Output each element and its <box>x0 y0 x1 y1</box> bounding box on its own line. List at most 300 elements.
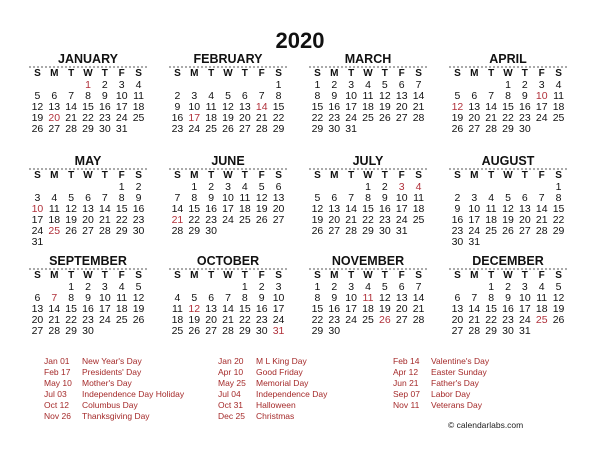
day-cell: 7 <box>258 90 265 102</box>
day-cell: 18 <box>205 112 217 124</box>
day-cell: 8 <box>314 90 321 102</box>
day-cell: 21 <box>222 314 234 326</box>
day-cell: 17 <box>188 112 201 124</box>
day-cell: 18 <box>132 101 145 113</box>
day-cell: 30 <box>132 225 145 237</box>
day-cell: 13 <box>239 101 251 113</box>
day-cell: 30 <box>99 123 111 135</box>
holiday-date: Oct 31 <box>218 400 244 410</box>
day-cell: 26 <box>188 325 201 337</box>
day-cell: 1 <box>275 79 282 91</box>
weekday-label: S <box>174 68 181 79</box>
day-cell: 30 <box>328 123 341 135</box>
day-cell: 4 <box>365 281 371 293</box>
holiday-name: Father's Day <box>431 378 479 388</box>
day-cell: 1 <box>118 181 125 193</box>
day-cell: 6 <box>85 192 91 204</box>
day-cell: 9 <box>101 90 108 102</box>
holiday-date: Dec 25 <box>218 411 245 421</box>
day-cell: 21 <box>412 303 425 315</box>
day-cell: 20 <box>48 112 61 124</box>
day-cell: 3 <box>521 281 528 293</box>
day-cell: 14 <box>412 292 425 304</box>
weekday-label: S <box>415 170 422 181</box>
day-cell: 29 <box>552 225 565 237</box>
day-grid <box>169 68 287 135</box>
day-cell: 10 <box>535 90 548 102</box>
day-cell: 9 <box>381 192 388 204</box>
day-cell: 19 <box>552 303 565 315</box>
holiday-name: Labor Day <box>431 389 471 399</box>
day-cell: 23 <box>328 112 341 124</box>
day-cell: 27 <box>31 325 44 337</box>
weekday-label: W <box>223 270 233 281</box>
day-cell: 10 <box>188 101 201 113</box>
day-cell: 10 <box>272 292 285 304</box>
day-cell: 26 <box>31 123 44 135</box>
day-cell: 19 <box>222 112 234 124</box>
day-cell: 14 <box>412 90 425 102</box>
day-cell: 20 <box>395 303 408 315</box>
holiday-name: Memorial Day <box>256 378 309 388</box>
day-cell: 31 <box>272 325 285 337</box>
day-cell: 15 <box>485 303 497 315</box>
weekday-label: S <box>415 270 422 281</box>
day-cell: 24 <box>468 225 481 237</box>
holiday-item <box>44 356 184 367</box>
holiday-name: Independence Day Holiday <box>82 389 185 399</box>
day-cell: 7 <box>488 90 495 102</box>
day-cell: 19 <box>451 112 464 124</box>
weekday-label: S <box>454 270 461 281</box>
day-cell: 15 <box>311 303 324 315</box>
day-cell: 10 <box>395 192 408 204</box>
day-cell: 6 <box>275 181 282 193</box>
day-cell: 8 <box>365 192 371 204</box>
weekday-label: T <box>521 170 528 181</box>
day-cell: 19 <box>65 214 77 226</box>
day-cell: 16 <box>82 303 94 315</box>
day-cell: 25 <box>552 112 565 124</box>
day-cell: 12 <box>65 203 77 215</box>
day-cell: 23 <box>132 214 145 226</box>
day-cell: 25 <box>132 112 145 124</box>
day-cell: 6 <box>454 292 461 304</box>
day-cell: 15 <box>239 303 251 315</box>
holiday-column <box>393 356 489 411</box>
day-cell: 9 <box>331 292 338 304</box>
day-cell: 12 <box>188 303 201 315</box>
weekday-label: F <box>258 270 265 281</box>
day-cell: 5 <box>505 192 511 204</box>
day-cell: 18 <box>362 101 374 113</box>
day-cell: 13 <box>205 303 217 315</box>
day-cell: 27 <box>239 123 251 135</box>
weekday-label: S <box>34 170 41 181</box>
day-cell: 8 <box>118 192 125 204</box>
day-cell: 13 <box>31 303 44 315</box>
holiday-date: Jul 03 <box>44 389 67 399</box>
day-cell: 23 <box>205 214 217 226</box>
day-cell: 18 <box>115 303 128 315</box>
day-cell: 7 <box>101 192 108 204</box>
weekday-label: S <box>135 68 142 79</box>
holiday-item <box>44 378 184 389</box>
holiday-date: Sep 07 <box>393 389 420 399</box>
day-cell: 23 <box>99 112 111 124</box>
holiday-item <box>393 400 489 411</box>
month-title: JUNE <box>169 154 287 170</box>
day-cell: 12 <box>132 292 145 304</box>
day-cell: 11 <box>171 303 183 315</box>
day-cell: 22 <box>239 314 251 326</box>
weekday-label: S <box>454 68 461 79</box>
day-cell: 22 <box>552 214 565 226</box>
day-cell: 5 <box>225 90 231 102</box>
day-cell: 8 <box>68 292 75 304</box>
day-cell: 26 <box>65 225 77 237</box>
weekday-label: T <box>208 270 215 281</box>
day-cell: 8 <box>85 90 91 102</box>
weekday-label: F <box>398 270 405 281</box>
day-cell: 26 <box>451 123 464 135</box>
day-cell: 2 <box>135 181 142 193</box>
day-cell: 2 <box>381 181 388 193</box>
day-cell: 1 <box>314 281 321 293</box>
day-cell: 24 <box>222 214 234 226</box>
day-cell: 4 <box>488 192 495 204</box>
weekday-label: F <box>258 170 265 181</box>
day-cell: 28 <box>255 123 268 135</box>
day-cell: 24 <box>395 214 408 226</box>
day-cell: 1 <box>68 281 75 293</box>
day-cell: 10 <box>99 292 111 304</box>
month-title: SEPTEMBER <box>29 254 147 270</box>
day-cell: 16 <box>328 303 341 315</box>
weekday-label: S <box>34 270 41 281</box>
day-cell: 7 <box>225 292 231 304</box>
weekday-label: S <box>555 68 562 79</box>
weekday-label: T <box>68 170 75 181</box>
weekday-label: T <box>381 270 388 281</box>
day-cell: 28 <box>48 325 61 337</box>
holiday-name: New Year's Day <box>82 356 142 366</box>
day-cell: 5 <box>34 90 41 102</box>
holiday-column <box>218 356 327 422</box>
day-cell: 2 <box>208 181 215 193</box>
holiday-name: Easter Sunday <box>431 367 487 377</box>
weekday-label: T <box>241 170 248 181</box>
day-cell: 1 <box>191 181 198 193</box>
weekday-label: F <box>118 270 125 281</box>
day-cell: 19 <box>502 214 514 226</box>
day-cell: 26 <box>255 214 268 226</box>
day-cell: 28 <box>65 123 77 135</box>
month-september <box>29 254 147 337</box>
day-cell: 13 <box>395 292 408 304</box>
month-title: JANUARY <box>29 52 147 68</box>
weekday-label: S <box>314 170 321 181</box>
weekday-label: F <box>258 68 265 79</box>
holiday-date: May 10 <box>44 378 72 388</box>
holiday-name: M L King Day <box>256 356 307 366</box>
day-cell: 26 <box>379 112 391 124</box>
day-cell: 7 <box>471 292 478 304</box>
weekday-label: W <box>83 270 93 281</box>
day-cell: 12 <box>502 203 514 215</box>
day-cell: 6 <box>34 292 41 304</box>
day-cell: 13 <box>272 192 285 204</box>
month-february <box>169 52 287 135</box>
day-cell: 22 <box>188 214 201 226</box>
day-cell: 4 <box>174 292 181 304</box>
day-cell: 1 <box>241 281 248 293</box>
holiday-item <box>393 389 489 400</box>
day-cell: 5 <box>191 292 198 304</box>
day-cell: 17 <box>345 303 357 315</box>
day-cell: 10 <box>519 292 531 304</box>
weekday-label: T <box>348 270 355 281</box>
day-cell: 16 <box>379 203 391 215</box>
day-cell: 15 <box>311 101 324 113</box>
day-cell: 29 <box>502 123 514 135</box>
day-cell: 25 <box>115 314 128 326</box>
day-cell: 11 <box>553 90 565 102</box>
weekday-label: S <box>275 170 282 181</box>
holiday-date: Apr 12 <box>393 367 419 377</box>
weekday-label: M <box>330 68 339 79</box>
day-cell: 10 <box>345 90 357 102</box>
day-cell: 28 <box>222 325 234 337</box>
month-october <box>169 254 287 337</box>
day-cell: 20 <box>468 112 481 124</box>
day-grid <box>29 170 147 248</box>
day-cell: 22 <box>65 314 77 326</box>
day-grid <box>449 68 567 135</box>
day-cell: 6 <box>208 292 215 304</box>
day-cell: 6 <box>51 90 58 102</box>
weekday-label: M <box>50 68 59 79</box>
day-cell: 15 <box>502 101 514 113</box>
holiday-item <box>218 389 327 400</box>
day-cell: 20 <box>451 314 464 326</box>
day-cell: 17 <box>345 101 357 113</box>
day-cell: 15 <box>362 203 374 215</box>
day-grid <box>169 170 287 237</box>
weekday-label: W <box>363 68 373 79</box>
day-cell: 15 <box>82 101 94 113</box>
weekday-label: S <box>314 68 321 79</box>
day-cell: 16 <box>519 101 531 113</box>
weekday-label: T <box>208 170 215 181</box>
day-cell: 11 <box>485 203 497 215</box>
day-cell: 5 <box>258 181 265 193</box>
day-grid <box>449 170 567 248</box>
day-cell: 12 <box>222 101 234 113</box>
day-grid <box>29 68 147 135</box>
day-cell: 4 <box>555 79 562 91</box>
day-cell: 14 <box>255 101 268 113</box>
holiday-name: Thanksgiving Day <box>82 411 150 421</box>
weekday-label: M <box>330 170 339 181</box>
month-december <box>449 254 567 337</box>
day-cell: 14 <box>99 203 111 215</box>
day-cell: 21 <box>65 112 77 124</box>
holiday-date: Jul 04 <box>218 389 241 399</box>
weekday-label: F <box>118 170 125 181</box>
day-cell: 18 <box>362 303 374 315</box>
weekday-label: T <box>521 68 528 79</box>
day-cell: 23 <box>328 314 341 326</box>
day-cell: 2 <box>85 281 91 293</box>
day-cell: 3 <box>398 181 405 193</box>
holiday-item <box>218 367 327 378</box>
month-title: AUGUST <box>449 154 567 170</box>
month-title: NOVEMBER <box>309 254 427 270</box>
day-cell: 8 <box>488 292 495 304</box>
day-cell: 28 <box>535 225 548 237</box>
weekday-label: W <box>503 270 513 281</box>
weekday-label: T <box>348 170 355 181</box>
day-cell: 29 <box>311 123 324 135</box>
day-grid <box>309 68 427 135</box>
day-cell: 13 <box>519 203 531 215</box>
day-cell: 12 <box>255 192 268 204</box>
day-cell: 30 <box>502 325 514 337</box>
day-grid <box>309 170 427 237</box>
day-cell: 7 <box>415 79 422 91</box>
weekday-label: T <box>68 68 75 79</box>
holiday-name: Columbus Day <box>82 400 138 410</box>
weekday-label: S <box>174 170 181 181</box>
day-cell: 14 <box>48 303 61 315</box>
day-cell: 14 <box>345 203 357 215</box>
day-cell: 30 <box>82 325 94 337</box>
day-cell: 19 <box>379 303 391 315</box>
holiday-name: Christmas <box>256 411 295 421</box>
day-cell: 14 <box>171 203 184 215</box>
weekday-label: F <box>538 170 545 181</box>
day-cell: 25 <box>205 123 217 135</box>
day-cell: 5 <box>314 192 321 204</box>
day-cell: 30 <box>328 325 341 337</box>
day-cell: 24 <box>345 314 357 326</box>
day-cell: 23 <box>451 225 464 237</box>
day-cell: 26 <box>552 314 565 326</box>
holiday-item <box>218 378 327 389</box>
day-cell: 11 <box>362 90 374 102</box>
day-cell: 23 <box>82 314 94 326</box>
day-cell: 17 <box>519 303 531 315</box>
day-cell: 22 <box>362 214 374 226</box>
day-cell: 20 <box>239 112 251 124</box>
day-cell: 29 <box>485 325 497 337</box>
day-cell: 29 <box>362 225 374 237</box>
weekday-label: F <box>118 68 125 79</box>
weekday-label: S <box>415 68 422 79</box>
weekday-label: W <box>83 170 93 181</box>
day-cell: 26 <box>502 225 514 237</box>
holiday-item <box>393 378 489 389</box>
day-cell: 21 <box>485 112 497 124</box>
day-grid <box>449 270 567 337</box>
holiday-name: Valentine's Day <box>431 356 490 366</box>
holiday-name: Presidents' Day <box>82 367 142 377</box>
day-cell: 6 <box>241 90 248 102</box>
day-cell: 4 <box>208 90 215 102</box>
month-title: FEBRUARY <box>169 52 287 68</box>
day-cell: 24 <box>519 314 531 326</box>
holiday-date: Nov 26 <box>44 411 71 421</box>
footer-credit: © calendarlabs.com <box>448 420 524 430</box>
day-cell: 3 <box>225 181 231 193</box>
day-cell: 9 <box>521 90 528 102</box>
day-cell: 23 <box>379 214 391 226</box>
weekday-label: T <box>381 170 388 181</box>
day-cell: 24 <box>345 112 357 124</box>
day-cell: 7 <box>348 192 355 204</box>
day-cell: 13 <box>82 203 94 215</box>
holiday-date: Oct 12 <box>44 400 70 410</box>
day-cell: 30 <box>379 225 391 237</box>
weekday-label: S <box>555 170 562 181</box>
month-july <box>309 154 427 237</box>
day-cell: 19 <box>188 314 201 326</box>
day-cell: 17 <box>31 214 44 226</box>
day-cell: 2 <box>331 281 338 293</box>
day-cell: 20 <box>82 214 94 226</box>
day-cell: 16 <box>502 303 514 315</box>
day-cell: 8 <box>241 292 248 304</box>
weekday-label: M <box>190 270 199 281</box>
holiday-name: Veterans Day <box>431 400 483 410</box>
holiday-name: Halloween <box>256 400 296 410</box>
day-cell: 4 <box>241 181 248 193</box>
holiday-date: Jan 20 <box>218 356 244 366</box>
holiday-item <box>218 400 327 411</box>
weekday-label: M <box>190 68 199 79</box>
day-cell: 10 <box>345 292 357 304</box>
weekday-label: S <box>135 270 142 281</box>
weekday-label: T <box>101 170 108 181</box>
day-grid <box>309 270 427 337</box>
day-cell: 29 <box>115 225 128 237</box>
day-cell: 22 <box>82 112 94 124</box>
holiday-item <box>393 367 489 378</box>
day-cell: 7 <box>68 90 75 102</box>
day-cell: 30 <box>205 225 217 237</box>
day-cell: 4 <box>51 192 58 204</box>
weekday-label: S <box>275 68 282 79</box>
weekday-label: F <box>398 68 405 79</box>
day-cell: 15 <box>552 203 565 215</box>
weekday-label: T <box>101 270 108 281</box>
day-cell: 6 <box>331 192 338 204</box>
day-cell: 3 <box>34 192 41 204</box>
day-cell: 21 <box>255 112 268 124</box>
day-cell: 31 <box>31 236 44 248</box>
weekday-label: T <box>68 270 75 281</box>
day-cell: 9 <box>174 101 181 113</box>
day-cell: 18 <box>485 214 497 226</box>
day-cell: 9 <box>331 90 338 102</box>
day-cell: 24 <box>272 314 285 326</box>
month-january <box>29 52 147 135</box>
day-cell: 26 <box>132 314 145 326</box>
day-cell: 12 <box>451 101 464 113</box>
weekday-label: W <box>363 270 373 281</box>
holiday-item <box>218 411 327 422</box>
